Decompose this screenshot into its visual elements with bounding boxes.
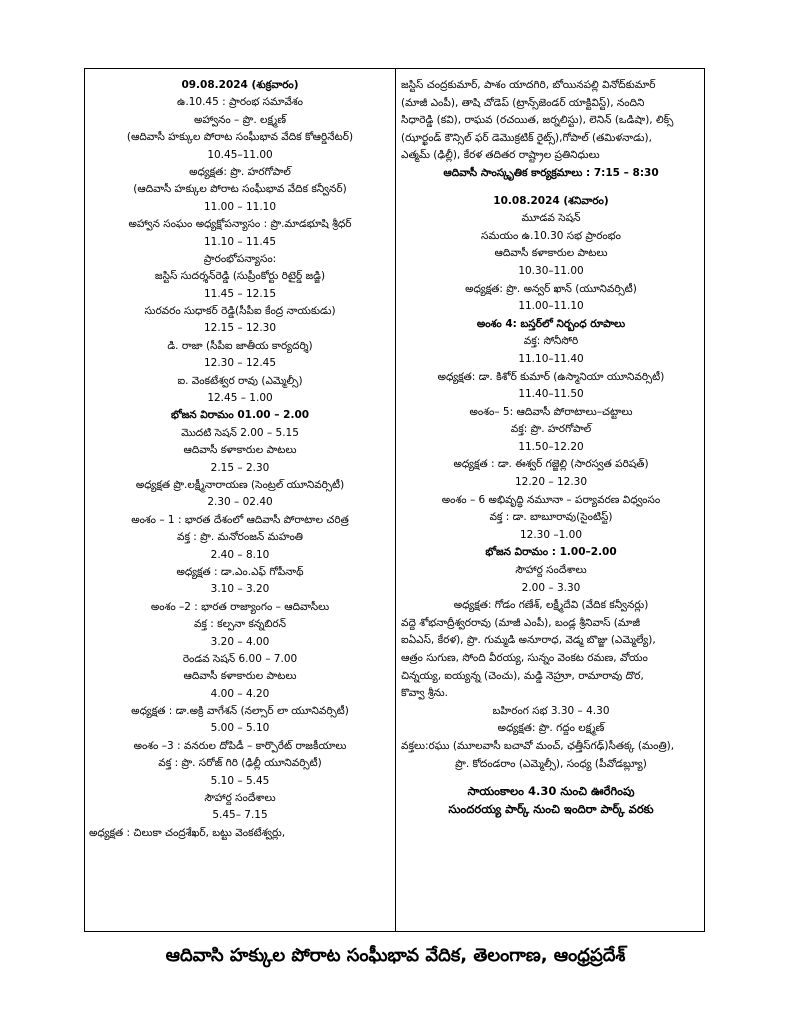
schedule-line: వక్త : ప్రొ. మనోరంజన్ మహంతి <box>177 531 303 544</box>
schedule-line: అధ్యక్షత: డా. కిశోర్ కుమార్ (ఉస్మానియా యూనివర్సిటీ) <box>437 370 665 383</box>
schedule-line: ఎత్మమ్ (ఢిల్లీ), కేరళ తదితర రాష్ట్రాల ప్రతినిధులు <box>401 149 600 162</box>
schedule-line: సాయంకాలం 4.30 నుంచి ఊరేగింపు <box>467 784 635 799</box>
schedule-line: డి. రాజా (సీపీఐ జాతీయ కార్యదర్శి) <box>167 339 313 352</box>
schedule-line: 12.30 – 12.45 <box>203 357 277 370</box>
schedule-line: ఆదివాసీ కళాకారుల పాటలు <box>183 444 297 457</box>
schedule-line: అధ్యక్షత : డా.ఎం.ఎఫ్ గోపీనాథ్ <box>176 565 304 578</box>
schedule-line: 5.00 – 5.10 <box>210 722 270 735</box>
schedule-line: 5.45– 7.15 <box>212 809 268 822</box>
schedule-line: అధ్యక్షత : డా.అక్రి వాగేశన్ (నల్సార్ లా యూనివర్సిటీ) <box>131 705 349 718</box>
schedule-line: 11.10–11.40 <box>518 352 584 365</box>
schedule-line: ప్రొ. కోదండరాం (ఎమ్మెల్సీ), సంధ్య (పీవోడబ్ల్యూ) <box>455 757 647 770</box>
schedule-line: ఉ.10.45 : ప్రారంభ సమావేశం <box>177 96 303 109</box>
schedule-line: కొవ్వా శ్రీను. <box>401 687 448 700</box>
schedule-line: సిధారెడ్డి (కవి), రాఘవ (రచయిత, జర్నలిస్టు), లెనిన్ (ఒడిషా), లిక్స్ <box>401 114 674 127</box>
schedule-line: సుందరయ్య పార్క్ నుంచి ఇందిరా పార్క్ వరకు <box>448 801 654 816</box>
schedule-line: 2.15 – 2.30 <box>210 461 270 474</box>
schedule-line: అధ్యక్షత ప్రొ.లక్ష్మీనారాయణ (సెంట్రల్ యూనివర్సిటీ) <box>135 478 345 491</box>
schedule-line: ఐ. వెంకటేశ్వర రావు (ఎమ్మెల్సీ) <box>177 374 303 387</box>
schedule-line: వక్త: సోనీసోరి <box>523 335 579 348</box>
schedule-line: 11.00 – 11.10 <box>203 200 277 213</box>
spacer <box>401 183 701 193</box>
schedule-line: వక్తలు:రఘు (మూలవాసీ బచావో మంచ్, ఛత్తీస్‌గఢ్)సీతక్క (మంత్రి), <box>401 739 675 752</box>
schedule-line: 2.30 – 02.40 <box>207 496 273 509</box>
schedule-line: 11.10 – 11.45 <box>203 235 277 248</box>
schedule-line: 12.45 – 1.00 <box>207 392 273 405</box>
column-divider <box>395 69 396 931</box>
schedule-line: 2.00 – 3.30 <box>521 581 581 594</box>
schedule-line: 12.15 – 12.30 <box>203 322 277 335</box>
schedule-line: 12.30 –1.00 <box>519 528 583 541</box>
schedule-line: 2.40 – 8.10 <box>210 548 270 561</box>
schedule-line: వక్త : ప్రొ. సరోజ్ గిరి (ఢిల్లీ యూనివర్సిటీ) <box>158 757 322 770</box>
organizer-footer: ఆదివాసి హక్కుల పోరాట సంఘీభావ వేదిక, తెలంగాణ, ఆంధ్రప్రదేశ్ <box>165 945 626 966</box>
schedule-line: భోజన విరామం : 1.00–2.00 <box>485 546 617 559</box>
schedule-line: (ఆదివాసీ హక్కుల పోరాట సంఘీభావ వేదిక కోఆర్డినేటర్) <box>126 131 354 144</box>
schedule-line: (ఝార్ఖండ్ కౌన్సిల్ ఫర్ డెమొక్రటిక్ రైట్స్),గోపాల్ (తమిళనాడు), <box>401 131 652 144</box>
schedule-line: బహిరంగ సభ 3.30 – 4.30 <box>492 704 610 717</box>
schedule-day2-column <box>401 77 701 818</box>
schedule-line: సౌహార్ద సందేశాలు <box>204 792 276 805</box>
schedule-line: వద్దె శోభనాద్రీశ్వరరావు (మాజీ ఎంపీ), బండ్ల శ్రీనివాస్ (మాజీ <box>401 616 641 629</box>
schedule-line: మొదటి సెషన్ 2.00 – 5.15 <box>181 426 299 439</box>
schedule-line: 10.08.2024 (శనివారం) <box>493 194 609 207</box>
schedule-line: రెండవ సెషన్ 6.00 – 7.00 <box>182 652 298 665</box>
schedule-line: ఐఏఎస్, కేరళ), ప్రొ. గుమ్మడి అనూరాధ, వెడ్మ బొజ్జు (ఎమ్మెల్యే), <box>401 634 656 647</box>
schedule-line: అధ్యక్షత: ప్రొ. అన్వర్ ఖాన్ (యూనివర్సిటీ) <box>465 282 637 295</box>
schedule-line: అంశం –3 : వనరుల దోపిడీ – కార్పొరేట్ రాజకీయాలు <box>133 739 347 752</box>
schedule-line: వక్త: ప్రొ. హరగోపాల్ <box>510 423 592 436</box>
spacer <box>401 773 701 783</box>
schedule-line: ఆదివాసీ కళాకారుల పాటలు <box>183 670 297 683</box>
schedule-line: సౌహార్ద సందేశాలు <box>515 564 587 577</box>
schedule-line: 11.50–12.20 <box>518 440 584 453</box>
schedule-line: అధ్యక్షత: ప్రొ. గద్దం లక్ష్మణ్ <box>497 722 605 735</box>
schedule-line: జస్టిస్ సుదర్శన్‌రెడ్డి (సుప్రీంకోర్టు రిటైర్డ్ జడ్జి) <box>154 270 326 283</box>
schedule-line: ఆదివాసీ సాంస్కృతిక కార్యక్రమాలు : 7:15 – 8:30 <box>443 166 659 179</box>
schedule-line: అధ్యక్షత: గోడం గణేశ్, లక్ష్మీదేవి (వేదిక కన్వీనర్లు) <box>453 599 649 612</box>
schedule-line: 11.00–11.10 <box>518 300 584 313</box>
schedule-line: 12.20 – 12.30 <box>514 476 588 489</box>
schedule-line: అహ్వాన సంఘం అధ్యక్షోపన్యాసం : ప్రొ.మాడభూషి శ్రీధర్ <box>128 218 352 231</box>
schedule-line: చిన్నయ్య, ఐయ్యన్న (చెంచు), మడ్డి నెహ్రూ, రామారావు దొర, <box>401 669 644 682</box>
schedule-line: సమయం ఉ.10.30 సభ ప్రారంభం <box>481 229 621 242</box>
schedule-line: అంశం – 1 : భారత దేశంలో ఆదివాసీ పోరాటాల చరిత్ర <box>131 513 349 526</box>
schedule-line: ప్రారంభోపన్యాసం: <box>203 252 277 265</box>
schedule-line: అంశం– 5: ఆదివాసీ పోరాటాలు–చట్టాలు <box>469 405 633 418</box>
schedule-day1-column <box>89 77 391 842</box>
schedule-line: అధ్యక్షత : చిలుకా చంద్రశేఖర్, బట్టు వెంకటేశ్వర్లు, <box>89 826 286 839</box>
schedule-line: 5.10 – 5.45 <box>210 774 270 787</box>
schedule-line: 10.45–11.00 <box>207 148 273 161</box>
schedule-line: (మాజీ ఎంపీ), తాషి చోడెప్ (ట్రాన్స్‌జెండర్ యాక్టివిస్ట్), నందిని <box>401 96 645 109</box>
schedule-line: 11.40–11.50 <box>518 388 584 401</box>
schedule-sheet <box>84 68 705 932</box>
schedule-line: 3.10 – 3.20 <box>210 583 270 596</box>
schedule-line: అంశం –2 : భారత రాజ్యాంగం – ఆదివాసీలు <box>150 600 330 613</box>
schedule-line: అంశం 4: బస్తర్‌లో నిర్బంధ రూపాలు <box>476 317 626 330</box>
schedule-line: 10.30–11.00 <box>518 264 584 277</box>
schedule-line: మూడవ సెషన్ <box>521 212 581 225</box>
schedule-line: 11.45 – 12.15 <box>203 287 277 300</box>
schedule-line: అధ్యక్షత: ప్రొ. హరగోపాల్ <box>189 165 291 178</box>
schedule-line: ఆత్రం సుగుణ, సోంది వీరయ్య, సున్నం వెంకట రమణ, వోయం <box>401 652 648 664</box>
schedule-line: భోజన విరామం 01.00 – 2.00 <box>170 409 310 422</box>
schedule-line: అంశం – 6 అభివృద్ధి నమూనా – పర్యావరణ విధ్వంసం <box>441 493 661 506</box>
schedule-line: జస్టిస్ చంద్రకుమార్, పాశం యాదగిరి, బోయినపల్లి వినోద్‌కుమార్ <box>401 79 656 91</box>
schedule-line: 4.00 – 4.20 <box>210 687 270 700</box>
schedule-line: ఆదివాసీ కళాకారుల పాటలు <box>494 247 608 260</box>
schedule-line: వక్త : కల్పనా కన్నబిరన్ <box>193 618 287 631</box>
schedule-line: 09.08.2024 (శుక్రవారం) <box>181 79 299 91</box>
schedule-line: వక్త : డా. బాబూరావు(సైంటిస్ట్) <box>489 511 613 524</box>
schedule-line: సురవరం సుధాకర్ రెడ్డి(సీపీఐ కేంద్ర నాయకుడు) <box>144 305 336 318</box>
schedule-line: (ఆదివాసీ హక్కుల పోరాట సంఘీభావ వేదిక కన్వీనర్) <box>133 183 347 196</box>
schedule-line: అహ్వానం – ప్రొ. లక్ష్మణ్ <box>193 113 287 126</box>
schedule-line: 3.20 – 4.00 <box>210 635 270 648</box>
schedule-line: అధ్యక్షత : డా. ఈశ్వర్ గజ్జెల్లి (సారస్వత పరిషత్) <box>453 458 649 471</box>
